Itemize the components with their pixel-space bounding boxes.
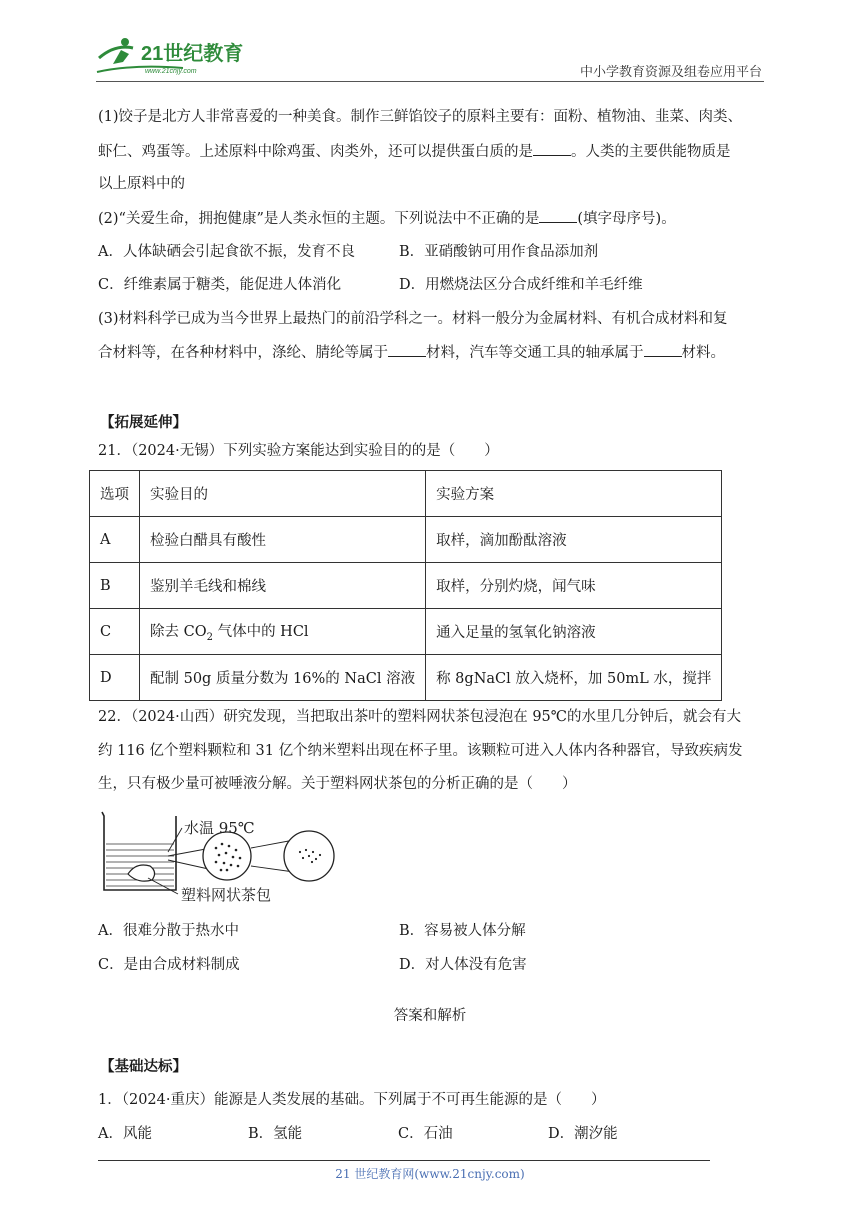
table-cell-plan: 称 8gNaCl 放入烧杯，加 50mL 水，搅拌 — [426, 655, 722, 701]
q1-option-a: A．风能 — [98, 1126, 152, 1142]
q20-option-b: B．亚硝酸钠可用作食品添加剂 — [399, 244, 599, 260]
q20-part1-line1: (1)饺子是北方人非常喜爱的一种美食。制作三鲜馅饺子的原料主要有：面粉、植物油、韭菜、肉类、 — [98, 109, 743, 125]
q20-part1-line3: 以上原料中的 — [98, 176, 185, 192]
table-row — [90, 563, 722, 609]
section-heading-basic: 【基础达标】 — [100, 1058, 187, 1075]
table-row — [90, 609, 722, 655]
table-cell-option: A — [90, 517, 140, 563]
q1-option-d: D．潮汐能 — [548, 1126, 618, 1142]
figure-label-water-temp: 水温 95℃ — [184, 819, 255, 837]
platform-name: 中小学教育资源及组卷应用平台 — [579, 65, 762, 80]
q22-option-a: A．很难分散于热水中 — [98, 923, 239, 939]
logo-url: www.21cnjy.com — [145, 68, 197, 75]
q21-stem: 21．（2024·无锡）下列实验方案能达到实验目的的是（ ） — [98, 443, 499, 459]
figure-label-teabag: 塑料网状茶包 — [181, 886, 272, 904]
table-row — [90, 655, 722, 701]
table-cell-plan: 通入足量的氢氧化钠溶液 — [426, 609, 722, 655]
footer-link[interactable]: 21 世纪教育网(www.21cnjy.com) — [335, 1167, 525, 1181]
experiment-table — [89, 470, 722, 701]
answers-title: 答案和解析 — [393, 1008, 467, 1024]
q1-option-c: C．石油 — [398, 1126, 453, 1142]
table-cell-goal: 配制 50g 质量分数为 16%的 NaCl 溶液 — [140, 655, 426, 701]
q22-stem-line2: 约 116 亿个塑料颗粒和 31 亿个纳米塑料出现在杯子里。该颗粒可进入人体内各种器官，导致疾病发 — [98, 743, 743, 759]
table-cell-option: D — [90, 655, 140, 701]
q22-option-b: B．容易被人体分解 — [399, 923, 526, 939]
q20-option-a: A．人体缺硒会引起食欲不振，发育不良 — [98, 244, 355, 260]
table-cell-goal: 鉴别羊毛线和棉线 — [140, 563, 426, 609]
magnified-particles-icon — [203, 832, 251, 880]
table-cell-plan: 取样，滴加酚酞溶液 — [426, 517, 722, 563]
q20-part3-line2: 合材料等，在各种材料中，涤纶、腈纶等属于 材料，汽车等交通工具的轴承属于 材料。 — [98, 342, 768, 363]
q22-stem-line3: 生，只有极少量可被唾液分解。关于塑料网状茶包的分析正确的是（ ） — [98, 776, 577, 792]
teabag-icon — [128, 865, 155, 881]
q20-option-d: D．用燃烧法区分合成纤维和羊毛纤维 — [399, 277, 643, 293]
section-heading-extend: 【拓展延伸】 — [100, 414, 187, 431]
q20-part1-line2: 虾仁、鸡蛋等。上述原料中除鸡蛋、肉类外，还可以提供蛋白质的是 。人类的主要供能物质是 — [98, 141, 768, 162]
answer-blank[interactable] — [539, 208, 577, 223]
table-cell-goal: 除去 $CO_2$ 气体中的 HCl — [140, 609, 426, 655]
logo-text: 21世纪教育 — [141, 43, 244, 65]
q1-option-b: B．氢能 — [248, 1126, 303, 1142]
q22-stem-line1: 22．（2024·山西）研究发现，当把取出茶叶的塑料网状茶包浸泡在 95℃的水里几分钟后，就会有大 — [98, 709, 741, 725]
q22-option-d: D．对人体没有危害 — [399, 957, 527, 973]
q22-option-c: C．是由合成材料制成 — [98, 957, 240, 973]
teabag-figure — [98, 808, 358, 908]
table-cell-goal: 检验白醋具有酸性 — [140, 517, 426, 563]
table-cell-option: B — [90, 563, 140, 609]
q20-part3-line1: (3)材料科学已成为当今世界上最热门的前沿学科之一。材料一般分为金属材料、有机合成材料和复 — [98, 311, 728, 327]
answer-blank[interactable] — [533, 141, 571, 156]
table-cell-plan: 取样，分别灼烧，闻气味 — [426, 563, 722, 609]
table-header-cell: 实验方案 — [426, 471, 722, 517]
answer-blank[interactable] — [388, 342, 426, 357]
header-divider — [96, 81, 764, 82]
table-cell-option: C — [90, 609, 140, 655]
footer-divider — [98, 1160, 710, 1161]
table-header-cell: 实验目的 — [140, 471, 426, 517]
table-header-cell: 选项 — [90, 471, 140, 517]
table-row — [90, 517, 722, 563]
q20-part2: (2)“关爱生命，拥抱健康”是人类永恒的主题。下列说法中不正确的是 (填字母序号)。 — [98, 208, 768, 229]
site-logo — [93, 34, 263, 78]
table-header-row — [90, 471, 722, 517]
answer-blank[interactable] — [644, 342, 682, 357]
q1-stem: 1．（2024·重庆）能源是人类发展的基础。下列属于不可再生能源的是（ ） — [98, 1092, 606, 1108]
q20-option-c: C．纤维素属于糖类，能促进人体消化 — [98, 277, 342, 293]
